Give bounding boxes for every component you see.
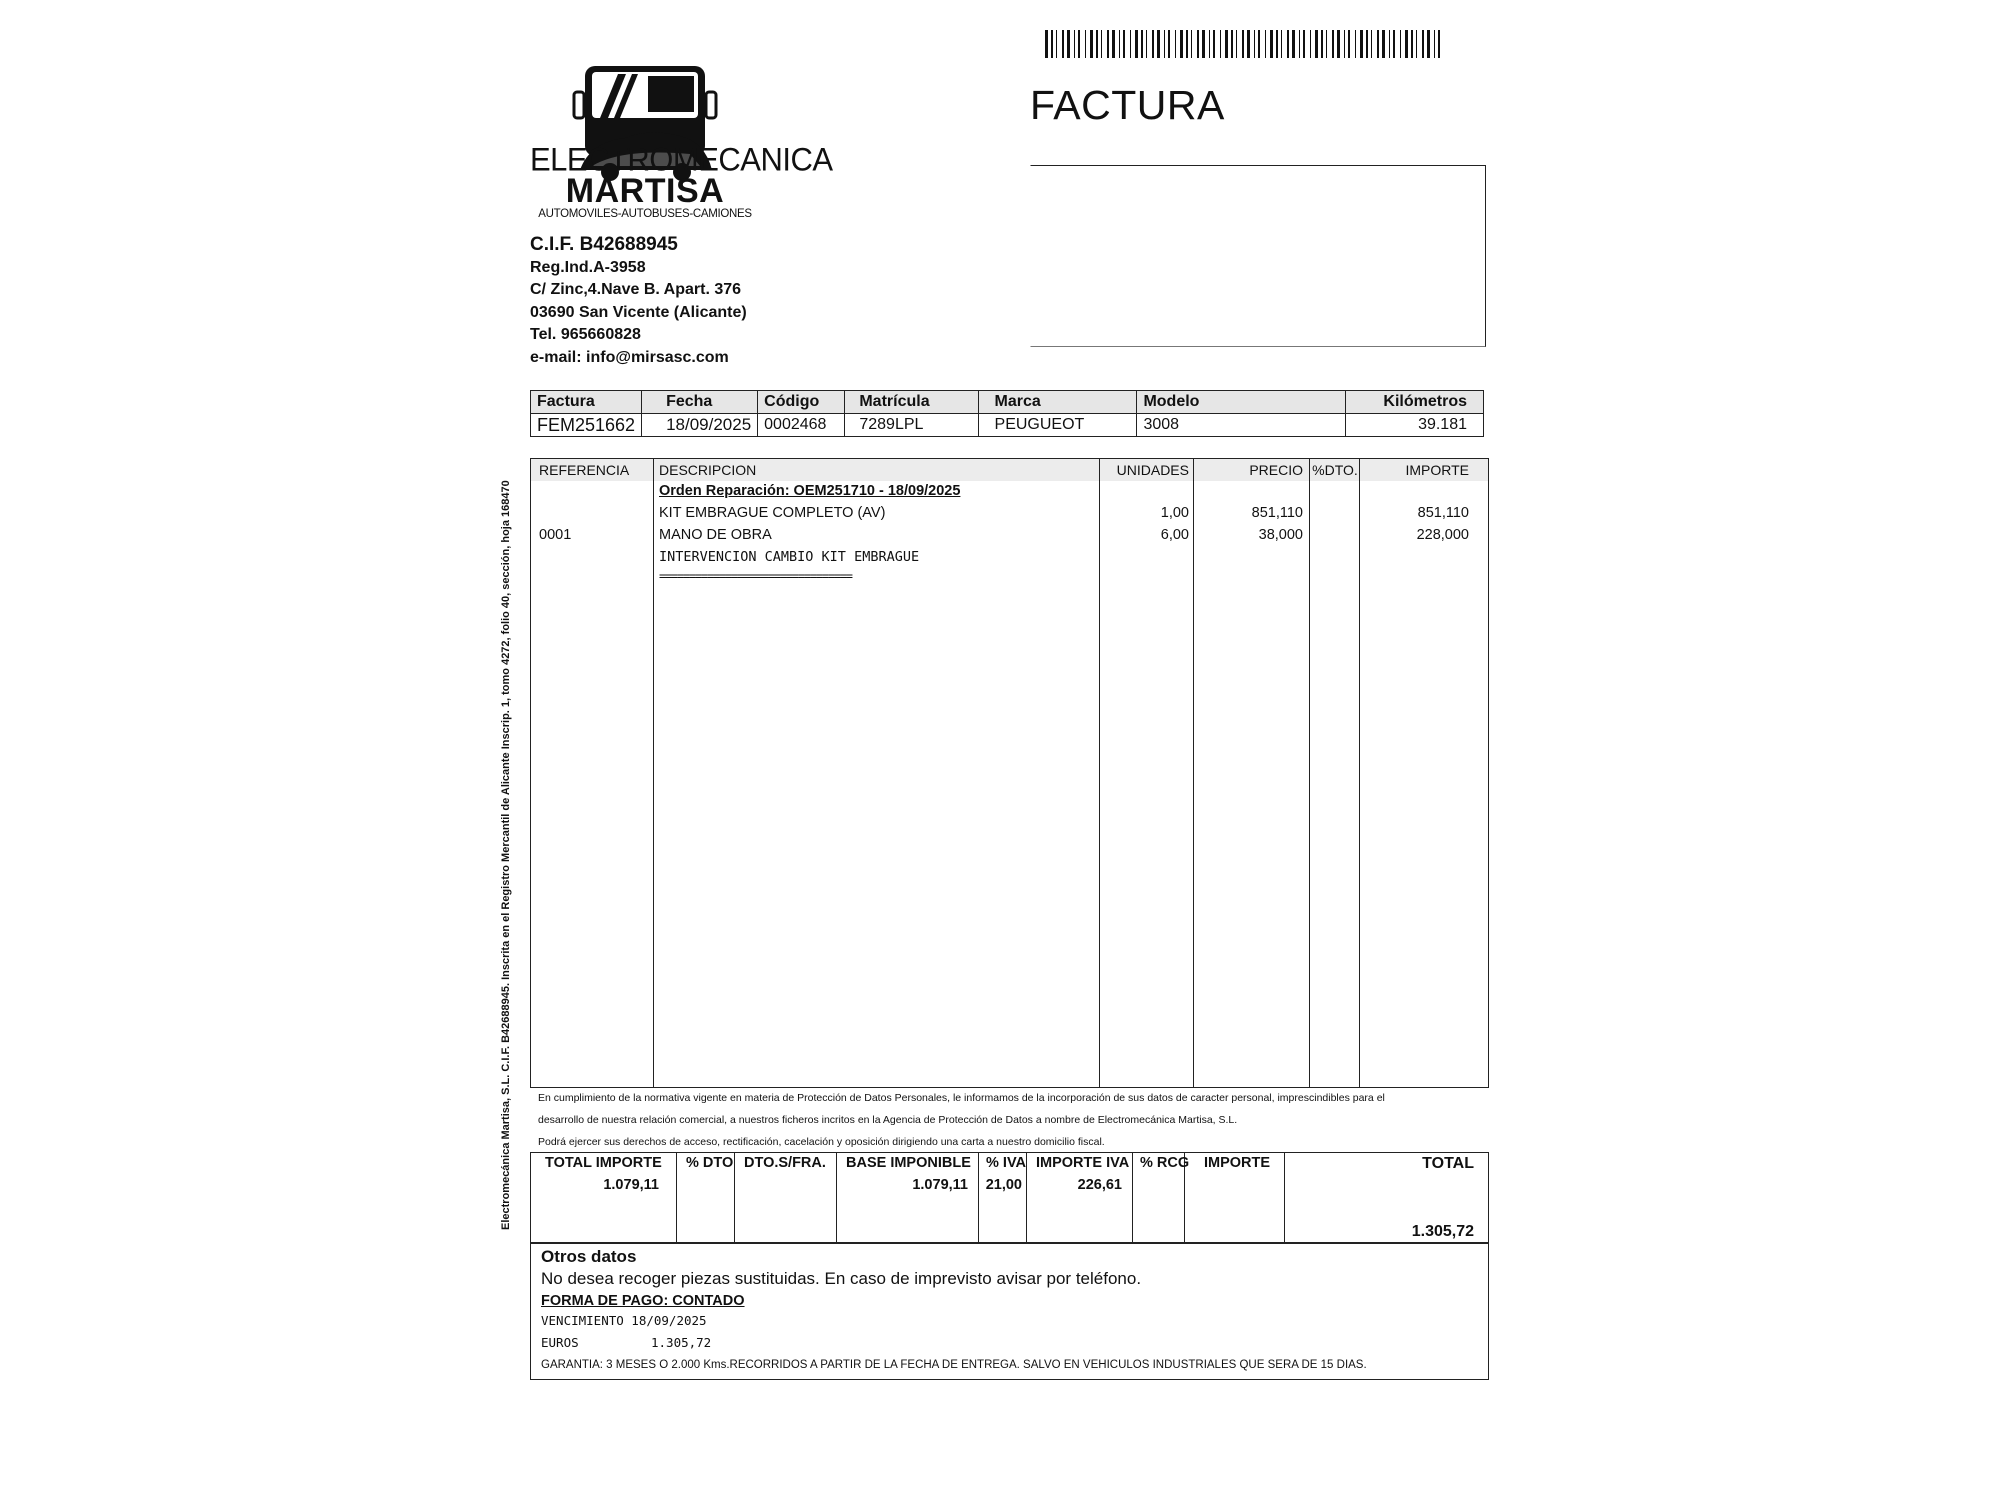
company-reg: Reg.Ind.A-3958 bbox=[530, 258, 646, 276]
barcode-bar bbox=[1292, 30, 1295, 58]
invoice-header-table bbox=[530, 390, 1484, 437]
other-data-box bbox=[530, 1242, 1489, 1380]
totals-table bbox=[530, 1152, 1489, 1244]
tot-col-total: TOTAL bbox=[1422, 1155, 1474, 1172]
barcode-bar bbox=[1157, 30, 1160, 58]
barcode-bar bbox=[1135, 30, 1138, 58]
barcode-bar bbox=[1225, 30, 1228, 58]
company-address-2: 03690 San Vicente (Alicante) bbox=[530, 303, 747, 321]
hdr-col-marca: Marca bbox=[978, 391, 1137, 414]
row-price: 38,000 bbox=[1258, 527, 1303, 543]
barcode-bar bbox=[1270, 30, 1273, 58]
barcode-bar bbox=[1242, 30, 1244, 58]
barcode-bar bbox=[1119, 30, 1120, 58]
company-cif: C.I.F. B42688945 bbox=[530, 234, 678, 255]
barcode-bar bbox=[1258, 30, 1260, 58]
barcode-bar bbox=[1405, 30, 1408, 58]
barcode-bar bbox=[1321, 30, 1323, 58]
barcode-bar bbox=[1344, 30, 1345, 58]
row-desc: INTERVENCION CAMBIO KIT EMBRAGUE bbox=[659, 549, 920, 565]
items-col-ref: REFERENCIA bbox=[539, 462, 630, 478]
barcode-bar bbox=[1090, 30, 1093, 58]
tot-col-importe-iva: IMPORTE IVA bbox=[1036, 1155, 1130, 1171]
barcode-bar bbox=[1180, 30, 1183, 58]
hdr-val-fecha: 18/09/2025 bbox=[642, 414, 758, 437]
hdr-val-factura: FEM251662 bbox=[531, 414, 642, 437]
row-ref: 0001 bbox=[539, 527, 572, 543]
legal-line-3: Podrá ejercer sus derechos de acceso, rectificación, cacelación y oposición dirigiendo una carta a nuestro domicilio fiscal. bbox=[538, 1136, 1105, 1148]
euros-value: 1.305,72 bbox=[651, 1335, 712, 1350]
company-email: e-mail: info@mirsasc.com bbox=[530, 348, 729, 366]
barcode-bar bbox=[1209, 30, 1210, 58]
items-col-units: UNIDADES bbox=[1116, 462, 1189, 478]
tot-col-base: BASE IMPONIBLE bbox=[846, 1155, 971, 1171]
barcode-bar bbox=[1112, 30, 1115, 58]
barcode-bar bbox=[1085, 30, 1086, 58]
items-col-desc: DESCRIPCION bbox=[659, 462, 757, 478]
tot-col-importe: IMPORTE bbox=[1204, 1155, 1271, 1171]
tot-col-rcg: % RCG bbox=[1140, 1155, 1190, 1171]
legal-notice bbox=[538, 1087, 1488, 1153]
barcode-bar bbox=[1247, 30, 1250, 58]
due-date: VENCIMIENTO 18/09/2025 bbox=[541, 1313, 707, 1328]
barcode-bar bbox=[1175, 30, 1176, 58]
barcode-bar bbox=[1416, 30, 1417, 58]
tot-val-iva-pct: 21,00 bbox=[985, 1177, 1022, 1193]
document-title: FACTURA bbox=[1030, 82, 1225, 128]
barcode-bar bbox=[1213, 30, 1215, 58]
euros-label: EUROS bbox=[541, 1335, 579, 1350]
row-units: 1,00 bbox=[1160, 505, 1189, 521]
barcode-bar bbox=[1074, 30, 1075, 58]
barcode-bar bbox=[1152, 30, 1154, 58]
brand-line-2: MARTISA bbox=[565, 172, 725, 210]
company-address-1: C/ Zinc,4.Nave B. Apart. 376 bbox=[530, 281, 742, 298]
barcode-bar bbox=[1411, 30, 1413, 58]
hdr-col-factura: Factura bbox=[531, 391, 642, 414]
barcode-bar bbox=[1355, 30, 1356, 58]
barcode-bar bbox=[1191, 30, 1192, 58]
items-table bbox=[530, 458, 1489, 1088]
hdr-val-modelo: 3008 bbox=[1137, 414, 1346, 437]
items-col-dto: %DTO. bbox=[1312, 462, 1358, 478]
barcode-bar bbox=[1281, 30, 1282, 58]
barcode-bar bbox=[1236, 30, 1237, 58]
barcode-bar bbox=[1202, 30, 1205, 58]
barcode-bar bbox=[1326, 30, 1327, 58]
payment-method: FORMA DE PAGO: CONTADO bbox=[541, 1293, 745, 1309]
legal-line-1: En cumplimiento de la normativa vigente en materia de Protección de Datos Personales, le informamos de la incorporación de sus datos de caracter personal, imprescindibles para el bbox=[538, 1092, 1385, 1104]
tot-val-total-importe: 1.079,11 bbox=[603, 1177, 659, 1193]
barcode-bar bbox=[1389, 30, 1390, 58]
barcode-bar bbox=[1141, 30, 1143, 58]
row-amount: 228,000 bbox=[1416, 527, 1469, 543]
registry-note: Electromecánica Martisa, S.L. C.I.F. B42688945. Inscrita en el Registro Mercantil de Alicante Inscrip. 1, tomo 4272, folio 40, sección, hoja 168470 bbox=[500, 480, 512, 1230]
otros-note: No desea recoger piezas sustituidas. En caso de imprevisto avisar por teléfono. bbox=[541, 1269, 1142, 1288]
barcode-bar bbox=[1332, 30, 1334, 58]
row-price: 851,110 bbox=[1251, 505, 1303, 521]
barcode-bar bbox=[1197, 30, 1199, 58]
barcode-bar bbox=[1051, 30, 1053, 58]
barcode-bar bbox=[1130, 30, 1131, 58]
barcode-bar bbox=[1393, 30, 1395, 58]
barcode-bar bbox=[1427, 30, 1430, 58]
row-units: 6,00 bbox=[1160, 527, 1189, 543]
barcode-bar bbox=[1315, 30, 1318, 58]
tot-col-total-importe: TOTAL IMPORTE bbox=[545, 1155, 662, 1171]
row-amount: 851,110 bbox=[1417, 505, 1469, 521]
warranty-note: GARANTIA: 3 MESES O 2.000 Kms.RECORRIDOS A PARTIR DE LA FECHA DE ENTREGA. SALVO EN VEHICULOS INDUSTRIALES QUE SERA DE 15 DIAS. bbox=[541, 1359, 1367, 1371]
barcode-bar bbox=[1164, 30, 1165, 58]
items-col-price: PRECIO bbox=[1249, 462, 1303, 478]
company-phone: Tel. 965660828 bbox=[530, 326, 641, 343]
hdr-col-codigo: Código bbox=[758, 391, 845, 414]
barcode-bar bbox=[1096, 30, 1098, 58]
barcode-bar bbox=[1265, 30, 1266, 58]
separator-line: ================================ bbox=[659, 569, 852, 583]
barcode-bar bbox=[1377, 30, 1379, 58]
tot-col-dto-fra: DTO.S/FRA. bbox=[744, 1155, 826, 1171]
hdr-col-km: Kilómetros bbox=[1346, 391, 1484, 414]
barcode-bar bbox=[1337, 30, 1340, 58]
items-col-amount: IMPORTE bbox=[1405, 462, 1469, 478]
barcode-bar bbox=[1231, 30, 1233, 58]
hdr-col-modelo: Modelo bbox=[1137, 391, 1346, 414]
hdr-col-fecha: Fecha bbox=[642, 391, 758, 414]
barcode-bar bbox=[1303, 30, 1305, 58]
barcode-bar bbox=[1220, 30, 1221, 58]
barcode-bar bbox=[1045, 30, 1048, 58]
order-line: Orden Reparación: OEM251710 - 18/09/2025 bbox=[659, 483, 961, 499]
hdr-col-matricula: Matrícula bbox=[845, 391, 978, 414]
company-info bbox=[530, 234, 747, 369]
barcode-bar bbox=[1146, 30, 1147, 58]
brand-line-1: ELECTROMECANICA bbox=[530, 141, 833, 178]
hdr-val-marca: PEUGUEOT bbox=[978, 414, 1137, 437]
barcode-bar bbox=[1348, 30, 1350, 58]
hdr-val-matricula: 7289LPL bbox=[845, 414, 978, 437]
barcode-bar bbox=[1299, 30, 1300, 58]
barcode-bar bbox=[1422, 30, 1424, 58]
otros-title: Otros datos bbox=[541, 1247, 637, 1266]
barcode-bar bbox=[1067, 30, 1070, 58]
hdr-val-codigo: 0002468 bbox=[758, 414, 845, 437]
barcode-bar bbox=[1434, 30, 1435, 58]
legal-line-2: desarrollo de nuestra relación comercial, a nuestros ficheros incritos en la Agencia de Protección de Datos a nombre de Electromecánica Martisa, S.L. bbox=[538, 1114, 1238, 1126]
row-desc: KIT EMBRAGUE COMPLETO (AV) bbox=[659, 505, 886, 521]
barcode-bar bbox=[1366, 30, 1368, 58]
barcode-bar bbox=[1310, 30, 1311, 58]
customer-address-box bbox=[1030, 165, 1486, 347]
barcode-bar bbox=[1371, 30, 1372, 58]
barcode-bar bbox=[1287, 30, 1289, 58]
tot-val-importe-iva: 226,61 bbox=[1077, 1177, 1122, 1193]
brand-line-3: AUTOMOVILES-AUTOBUSES-CAMIONES bbox=[538, 208, 752, 220]
tot-val-total: 1.305,72 bbox=[1411, 1223, 1474, 1240]
tot-val-base: 1.079,11 bbox=[912, 1177, 968, 1193]
barcode bbox=[1045, 30, 1450, 58]
row-desc: MANO DE OBRA bbox=[659, 527, 772, 543]
barcode-bar bbox=[1400, 30, 1401, 58]
barcode-bar bbox=[1123, 30, 1125, 58]
barcode-bar bbox=[1254, 30, 1255, 58]
barcode-bar bbox=[1062, 30, 1064, 58]
barcode-bar bbox=[1168, 30, 1170, 58]
barcode-bar bbox=[1107, 30, 1109, 58]
tot-col-dto: % DTO bbox=[686, 1155, 734, 1171]
barcode-bar bbox=[1360, 30, 1363, 58]
barcode-bar bbox=[1078, 30, 1080, 58]
tot-col-iva-pct: % IVA bbox=[986, 1155, 1027, 1171]
barcode-bar bbox=[1186, 30, 1188, 58]
barcode-bar bbox=[1276, 30, 1278, 58]
hdr-val-km: 39.181 bbox=[1346, 414, 1484, 437]
barcode-bar bbox=[1382, 30, 1385, 58]
barcode-bar bbox=[1056, 30, 1057, 58]
barcode-bar bbox=[1101, 30, 1102, 58]
barcode-bar bbox=[1438, 30, 1440, 58]
